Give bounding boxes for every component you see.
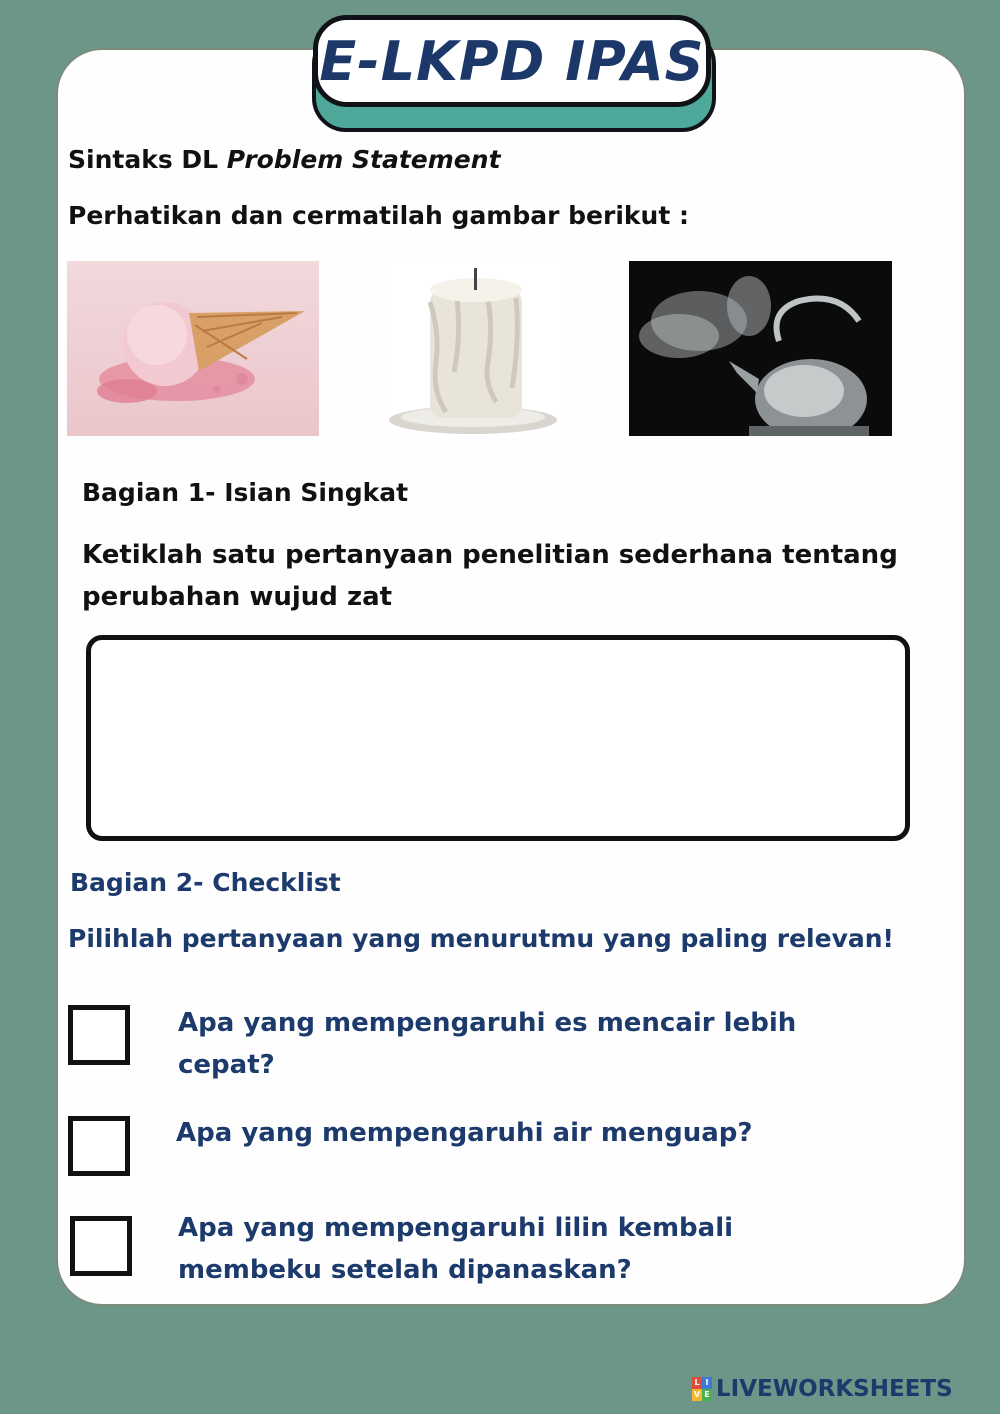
logo-letter: I: [702, 1377, 712, 1389]
option-2-checkbox[interactable]: [68, 1116, 130, 1176]
logo-letter: L: [692, 1377, 702, 1389]
part1-question-line2: perubahan wujud zat: [82, 582, 393, 612]
syntax-prefix: Sintaks DL: [68, 145, 227, 174]
part1-heading: Bagian 1- Isian Singkat: [82, 478, 409, 507]
part2-instruction: Pilihlah pertanyaan yang menurutmu yang paling relevan!: [68, 924, 894, 953]
title-banner: [313, 15, 711, 107]
candle-image: [386, 262, 560, 438]
option-1-checkbox[interactable]: [68, 1005, 130, 1065]
option-3-label-line1: Apa yang mempengaruhi lilin kembali: [178, 1213, 734, 1243]
logo-letter: E: [702, 1389, 712, 1401]
syntax-italic: Problem Statement: [226, 145, 501, 174]
kettle-image: [629, 261, 892, 436]
liveworksheets-brand: LIVEWORKSHEETS: [716, 1376, 953, 1402]
page-title: E-LKPD IPAS: [319, 29, 705, 93]
option-3-label-line2: membeku setelah dipanaskan?: [178, 1255, 632, 1285]
answer-input[interactable]: [86, 635, 910, 841]
part1-question-line1: Ketiklah satu pertanyaan penelitian sederhana tentang: [82, 540, 898, 570]
liveworksheets-logo-icon: [692, 1377, 712, 1401]
ice-cream-image: [67, 261, 319, 436]
option-1-label-line2: cepat?: [178, 1050, 275, 1080]
option-1-label-line1: Apa yang mempengaruhi es mencair lebih: [178, 1008, 797, 1038]
syntax-label: [68, 145, 501, 174]
option-2-label: Apa yang mempengaruhi air menguap?: [176, 1118, 753, 1148]
logo-letter: V: [693, 1390, 701, 1399]
part2-heading: Bagian 2- Checklist: [70, 868, 341, 897]
option-3-checkbox[interactable]: [70, 1216, 132, 1276]
instruction-text: Perhatikan dan cermatilah gambar berikut :: [68, 201, 689, 230]
liveworksheets-footer[interactable]: [692, 1374, 953, 1404]
